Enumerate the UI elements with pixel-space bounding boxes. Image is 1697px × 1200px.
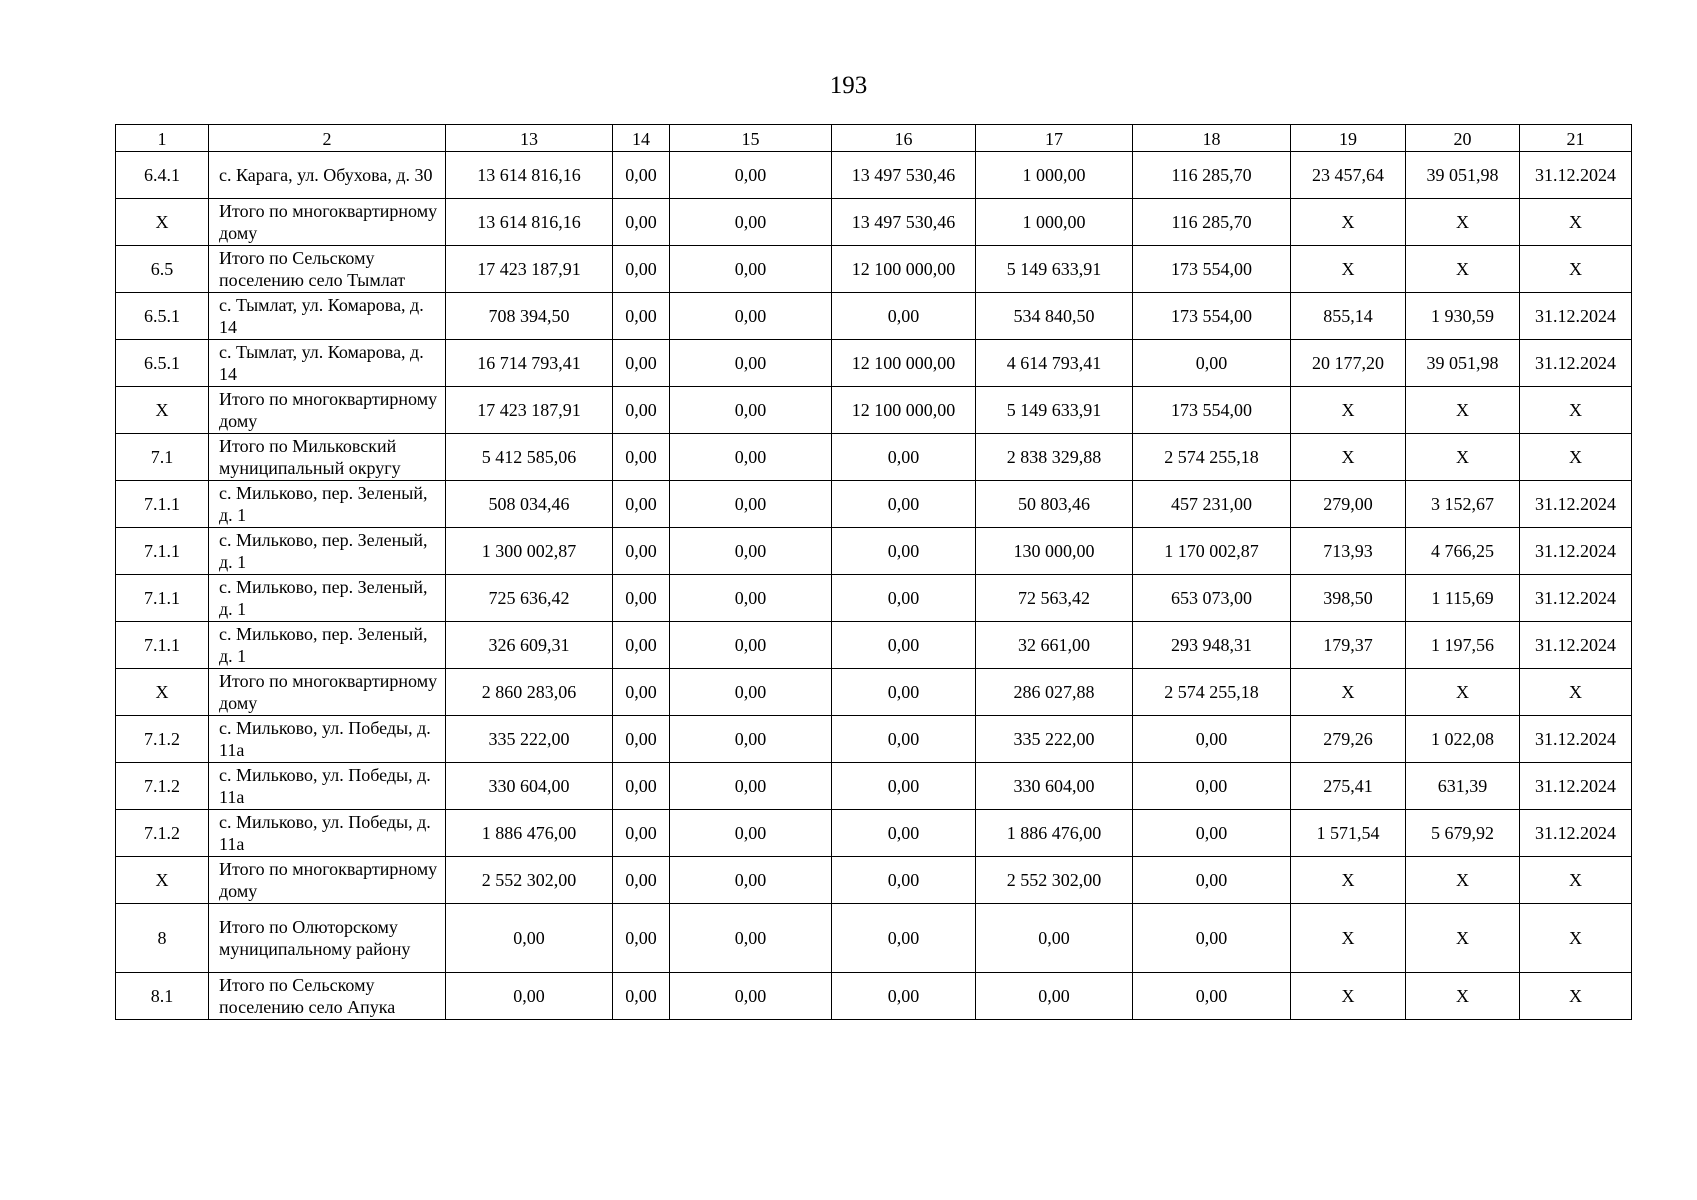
address-cell: с. Мильково, пер. Зеленый, д. 1 [209,481,446,528]
value-cell: 0,00 [613,763,670,810]
table-header [116,125,1632,152]
value-cell: 0,00 [670,669,832,716]
date-cell: X [1520,973,1632,1020]
value-cell: 0,00 [1133,763,1291,810]
value-cell: 116 285,70 [1133,152,1291,199]
value-cell: 0,00 [832,857,976,904]
address-cell: Итого по Сельскому поселению село Апука [209,973,446,1020]
address-cell: с. Карага, ул. Обухова, д. 30 [209,152,446,199]
value-cell: 4 614 793,41 [976,340,1133,387]
value-cell: 2 552 302,00 [446,857,613,904]
value-cell: 0,00 [613,528,670,575]
address-cell: с. Тымлат, ул. Комарова, д. 14 [209,293,446,340]
value-cell: 2 574 255,18 [1133,669,1291,716]
value-cell: 0,00 [613,669,670,716]
value-cell: 16 714 793,41 [446,340,613,387]
column-header: 13 [446,125,613,152]
value-cell: 0,00 [670,387,832,434]
value-cell: 0,00 [670,622,832,669]
date-cell: 31.12.2024 [1520,622,1632,669]
value-cell: X [1291,973,1406,1020]
table-row [116,387,1632,434]
date-cell: X [1520,904,1632,973]
table-row [116,622,1632,669]
value-cell: 17 423 187,91 [446,246,613,293]
table-row [116,669,1632,716]
value-cell: 0,00 [1133,857,1291,904]
date-cell: 31.12.2024 [1520,481,1632,528]
housing-finance-table [115,124,1632,1020]
value-cell: 179,37 [1291,622,1406,669]
value-cell: 0,00 [1133,716,1291,763]
value-cell: 0,00 [832,716,976,763]
value-cell: 0,00 [832,810,976,857]
address-cell: с. Мильково, пер. Зеленый, д. 1 [209,575,446,622]
value-cell: 0,00 [1133,340,1291,387]
value-cell: X [1406,199,1520,246]
value-cell: X [1291,669,1406,716]
value-cell: 1 197,56 [1406,622,1520,669]
date-cell: X [1520,857,1632,904]
table-row [116,481,1632,528]
value-cell: 0,00 [613,904,670,973]
value-cell: 1 000,00 [976,152,1133,199]
value-cell: 508 034,46 [446,481,613,528]
value-cell: 173 554,00 [1133,293,1291,340]
date-cell: X [1520,387,1632,434]
value-cell: 335 222,00 [976,716,1133,763]
row-number-cell: X [116,199,209,246]
value-cell: 2 552 302,00 [976,857,1133,904]
column-header: 18 [1133,125,1291,152]
row-number-cell: 6.5.1 [116,293,209,340]
value-cell: X [1291,387,1406,434]
value-cell: 0,00 [976,973,1133,1020]
table-row [116,528,1632,575]
page-number: 193 [829,72,868,99]
value-cell: X [1291,199,1406,246]
value-cell: X [1291,246,1406,293]
value-cell: 32 661,00 [976,622,1133,669]
value-cell: 0,00 [670,199,832,246]
table-row [116,340,1632,387]
date-cell: 31.12.2024 [1520,152,1632,199]
table-row [116,763,1632,810]
value-cell: 0,00 [613,973,670,1020]
value-cell: X [1291,434,1406,481]
date-cell: X [1520,199,1632,246]
value-cell: 0,00 [670,340,832,387]
value-cell: X [1406,669,1520,716]
value-cell: 0,00 [613,810,670,857]
header-row [116,125,1632,152]
value-cell: 0,00 [613,716,670,763]
row-number-cell: 7.1.1 [116,528,209,575]
value-cell: X [1291,857,1406,904]
table-row [116,246,1632,293]
table-row [116,575,1632,622]
value-cell: X [1406,904,1520,973]
value-cell: 0,00 [670,434,832,481]
value-cell: 130 000,00 [976,528,1133,575]
value-cell: 13 497 530,46 [832,152,976,199]
value-cell: 1 170 002,87 [1133,528,1291,575]
row-number-cell: 6.5 [116,246,209,293]
value-cell: 0,00 [832,575,976,622]
value-cell: 39 051,98 [1406,152,1520,199]
address-cell: Итого по Олюторскому муниципальному району [209,904,446,973]
row-number-cell: 7.1.2 [116,763,209,810]
value-cell: X [1406,387,1520,434]
value-cell: 5 679,92 [1406,810,1520,857]
value-cell: 275,41 [1291,763,1406,810]
row-number-cell: X [116,387,209,434]
value-cell: 0,00 [446,973,613,1020]
table-row [116,293,1632,340]
row-number-cell: 8 [116,904,209,973]
row-number-cell: 8.1 [116,973,209,1020]
value-cell: 293 948,31 [1133,622,1291,669]
value-cell: 0,00 [670,810,832,857]
value-cell: 1 886 476,00 [446,810,613,857]
value-cell: 0,00 [613,199,670,246]
value-cell: 0,00 [446,904,613,973]
table-row [116,904,1632,973]
value-cell: 0,00 [613,293,670,340]
column-header: 1 [116,125,209,152]
date-cell: 31.12.2024 [1520,575,1632,622]
table-body [116,152,1632,1020]
value-cell: 0,00 [613,340,670,387]
value-cell: 173 554,00 [1133,246,1291,293]
column-header: 2 [209,125,446,152]
value-cell: 335 222,00 [446,716,613,763]
address-cell: Итого по Мильковский муниципальный округу [209,434,446,481]
value-cell: 0,00 [613,246,670,293]
value-cell: 0,00 [613,152,670,199]
value-cell: 1 022,08 [1406,716,1520,763]
value-cell: 0,00 [670,904,832,973]
value-cell: 1 930,59 [1406,293,1520,340]
value-cell: X [1406,973,1520,1020]
table-row [116,199,1632,246]
value-cell: 1 300 002,87 [446,528,613,575]
address-cell: с. Тымлат, ул. Комарова, д. 14 [209,340,446,387]
value-cell: 17 423 187,91 [446,387,613,434]
value-cell: 0,00 [832,528,976,575]
value-cell: 2 574 255,18 [1133,434,1291,481]
value-cell: 0,00 [1133,973,1291,1020]
value-cell: 0,00 [1133,904,1291,973]
value-cell: 0,00 [832,669,976,716]
value-cell: 0,00 [670,152,832,199]
value-cell: 2 860 283,06 [446,669,613,716]
value-cell: 0,00 [670,481,832,528]
value-cell: 5 412 585,06 [446,434,613,481]
column-header: 20 [1406,125,1520,152]
value-cell: 0,00 [670,528,832,575]
value-cell: 1 886 476,00 [976,810,1133,857]
value-cell: 0,00 [613,481,670,528]
value-cell: 0,00 [670,716,832,763]
value-cell: 725 636,42 [446,575,613,622]
value-cell: 12 100 000,00 [832,387,976,434]
value-cell: 1 000,00 [976,199,1133,246]
value-cell: 534 840,50 [976,293,1133,340]
column-header: 14 [613,125,670,152]
value-cell: 0,00 [670,246,832,293]
value-cell: 286 027,88 [976,669,1133,716]
value-cell: 855,14 [1291,293,1406,340]
table-row [116,152,1632,199]
value-cell: 713,93 [1291,528,1406,575]
value-cell: 116 285,70 [1133,199,1291,246]
address-cell: Итого по многоквартирному дому [209,669,446,716]
address-cell: Итого по Сельскому поселению село Тымлат [209,246,446,293]
value-cell: 0,00 [832,434,976,481]
value-cell: 13 614 816,16 [446,199,613,246]
address-cell: Итого по многоквартирному дому [209,857,446,904]
column-header: 15 [670,125,832,152]
date-cell: X [1520,669,1632,716]
value-cell: 398,50 [1291,575,1406,622]
value-cell: 5 149 633,91 [976,246,1133,293]
value-cell: 4 766,25 [1406,528,1520,575]
table-row [116,973,1632,1020]
value-cell: 0,00 [832,973,976,1020]
value-cell: 72 563,42 [976,575,1133,622]
value-cell: 0,00 [613,434,670,481]
value-cell: 279,00 [1291,481,1406,528]
value-cell: 0,00 [832,293,976,340]
address-cell: с. Мильково, ул. Победы, д. 11а [209,763,446,810]
address-cell: с. Мильково, пер. Зеленый, д. 1 [209,622,446,669]
value-cell: 0,00 [670,293,832,340]
table-row [116,810,1632,857]
row-number-cell: 7.1.1 [116,481,209,528]
value-cell: 631,39 [1406,763,1520,810]
value-cell: 330 604,00 [976,763,1133,810]
address-cell: с. Мильково, пер. Зеленый, д. 1 [209,528,446,575]
address-cell: с. Мильково, ул. Победы, д. 11а [209,810,446,857]
value-cell: 0,00 [613,575,670,622]
value-cell: 279,26 [1291,716,1406,763]
value-cell: 20 177,20 [1291,340,1406,387]
row-number-cell: 7.1 [116,434,209,481]
value-cell: 23 457,64 [1291,152,1406,199]
value-cell: 13 497 530,46 [832,199,976,246]
value-cell: 457 231,00 [1133,481,1291,528]
value-cell: 12 100 000,00 [832,340,976,387]
value-cell: X [1406,246,1520,293]
date-cell: 31.12.2024 [1520,763,1632,810]
date-cell: 31.12.2024 [1520,528,1632,575]
row-number-cell: X [116,857,209,904]
column-header: 16 [832,125,976,152]
value-cell: 708 394,50 [446,293,613,340]
table-row [116,857,1632,904]
table-row [116,434,1632,481]
value-cell: 0,00 [613,622,670,669]
value-cell: 0,00 [832,481,976,528]
date-cell: 31.12.2024 [1520,810,1632,857]
value-cell: 1 571,54 [1291,810,1406,857]
value-cell: 653 073,00 [1133,575,1291,622]
value-cell: 39 051,98 [1406,340,1520,387]
value-cell: 1 115,69 [1406,575,1520,622]
value-cell: X [1406,434,1520,481]
value-cell: X [1406,857,1520,904]
row-number-cell: 6.4.1 [116,152,209,199]
value-cell: 330 604,00 [446,763,613,810]
value-cell: 0,00 [1133,810,1291,857]
address-cell: Итого по многоквартирному дому [209,199,446,246]
column-header: 17 [976,125,1133,152]
value-cell: 173 554,00 [1133,387,1291,434]
value-cell: 0,00 [670,857,832,904]
column-header: 21 [1520,125,1632,152]
date-cell: 31.12.2024 [1520,293,1632,340]
value-cell: 5 149 633,91 [976,387,1133,434]
table-row [116,716,1632,763]
value-cell: 0,00 [832,763,976,810]
date-cell: X [1520,246,1632,293]
date-cell: 31.12.2024 [1520,340,1632,387]
row-number-cell: X [116,669,209,716]
row-number-cell: 7.1.2 [116,716,209,763]
value-cell: 2 838 329,88 [976,434,1133,481]
row-number-cell: 7.1.1 [116,575,209,622]
value-cell: 0,00 [613,387,670,434]
row-number-cell: 7.1.1 [116,622,209,669]
value-cell: 0,00 [832,622,976,669]
value-cell: 0,00 [832,904,976,973]
date-cell: X [1520,434,1632,481]
value-cell: 50 803,46 [976,481,1133,528]
address-cell: Итого по многоквартирному дому [209,387,446,434]
date-cell: 31.12.2024 [1520,716,1632,763]
value-cell: X [1291,904,1406,973]
value-cell: 13 614 816,16 [446,152,613,199]
value-cell: 326 609,31 [446,622,613,669]
address-cell: с. Мильково, ул. Победы, д. 11а [209,716,446,763]
value-cell: 12 100 000,00 [832,246,976,293]
value-cell: 3 152,67 [1406,481,1520,528]
value-cell: 0,00 [976,904,1133,973]
row-number-cell: 6.5.1 [116,340,209,387]
value-cell: 0,00 [613,857,670,904]
column-header: 19 [1291,125,1406,152]
row-number-cell: 7.1.2 [116,810,209,857]
value-cell: 0,00 [670,763,832,810]
value-cell: 0,00 [670,973,832,1020]
value-cell: 0,00 [670,575,832,622]
